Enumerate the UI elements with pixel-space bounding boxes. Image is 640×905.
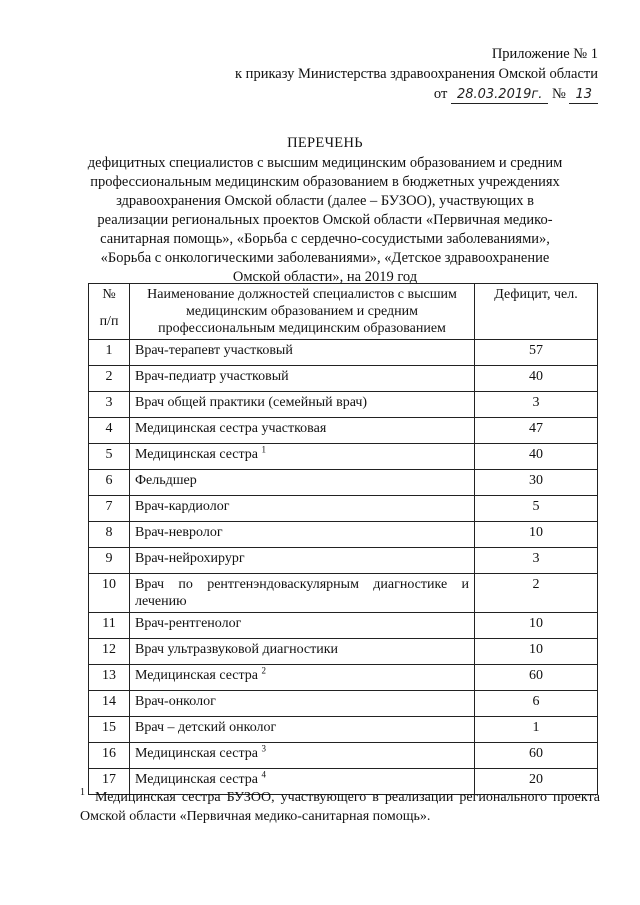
row-number: 14 <box>89 691 130 717</box>
number-prefix: № <box>551 86 566 102</box>
row-number: 13 <box>89 665 130 691</box>
row-position-name <box>130 574 475 613</box>
row-number: 3 <box>89 392 130 418</box>
table-body <box>89 340 598 795</box>
row-number: 9 <box>89 548 130 574</box>
row-number: 11 <box>89 613 130 639</box>
table-row <box>89 522 598 548</box>
order-date-number-line <box>434 84 598 104</box>
row-position-name <box>130 691 475 717</box>
table-row <box>89 639 598 665</box>
table-row <box>89 418 598 444</box>
row-number: 8 <box>89 522 130 548</box>
row-number: 1 <box>89 340 130 366</box>
row-position-name <box>130 444 475 470</box>
table-header-row <box>89 284 598 340</box>
row-position-name <box>130 548 475 574</box>
position-name-text: Медицинская сестра <box>135 772 259 787</box>
position-name-text: Врач-невролог <box>135 525 223 540</box>
table-row <box>89 691 598 717</box>
row-deficit-value: 1 <box>475 717 598 743</box>
row-position-name <box>130 717 475 743</box>
row-deficit-value: 3 <box>475 392 598 418</box>
table-row <box>89 548 598 574</box>
header-number-pp: п/п <box>99 314 119 329</box>
table-row <box>89 470 598 496</box>
row-position-name <box>130 743 475 769</box>
row-deficit-value: 60 <box>475 665 598 691</box>
header-deficit: Дефицит, чел. <box>475 284 598 340</box>
row-position-name <box>130 418 475 444</box>
row-number: 17 <box>89 769 130 795</box>
row-deficit-value: 60 <box>475 743 598 769</box>
row-number: 6 <box>89 470 130 496</box>
row-number: 12 <box>89 639 130 665</box>
row-deficit-value: 3 <box>475 548 598 574</box>
deficit-table <box>88 283 598 795</box>
row-deficit-value: 2 <box>475 574 598 613</box>
table-row <box>89 743 598 769</box>
position-name-text: Врач-кардиолог <box>135 499 230 514</box>
table-row <box>89 665 598 691</box>
row-position-name <box>130 496 475 522</box>
document-subtitle: дефицитных специалистов с высшим медицинским образованием и средним профессиональным медицинским образованием в бюджетных учреждениях здравоохранения Омской области (далее – БУЗОО), участвующих в реализации региональных проектов Омской области «Первичная медико-санитарная помощь», «Борьба с сердечно-сосудистыми заболеваниями», «Борьба с онкологическими заболеваниями», «Детское здравоохранение Омской области», на 2019 год <box>87 155 563 285</box>
row-number: 15 <box>89 717 130 743</box>
position-name-text: Медицинская сестра участковая <box>135 421 327 436</box>
row-deficit-value: 10 <box>475 639 598 665</box>
order-number-handwritten: 13 <box>569 87 598 104</box>
position-name-text: Врач по рентгенэндоваскулярным диагностике и лечению <box>135 577 469 609</box>
table-row <box>89 613 598 639</box>
row-deficit-value: 30 <box>475 470 598 496</box>
row-position-name <box>130 392 475 418</box>
row-number: 10 <box>89 574 130 613</box>
document-heading: ПЕРЕЧЕНЬ <box>287 135 363 151</box>
row-deficit-value: 6 <box>475 691 598 717</box>
row-deficit-value: 20 <box>475 769 598 795</box>
position-name-text: Врач-нейрохирург <box>135 551 245 566</box>
row-number: 16 <box>89 743 130 769</box>
position-name-text: Врач общей практики (семейный врач) <box>135 395 368 410</box>
footnote-text: Медицинская сестра БУЗОО, участвующего в реализации регионального проекта Омской области «Первичная медико-санитарная помощь». <box>80 790 600 824</box>
row-deficit-value: 10 <box>475 522 598 548</box>
row-number: 4 <box>89 418 130 444</box>
footnote-reference: 1 <box>261 444 267 455</box>
row-deficit-value: 47 <box>475 418 598 444</box>
row-deficit-value: 57 <box>475 340 598 366</box>
footnote-reference: 3 <box>261 743 267 754</box>
date-prefix: от <box>433 86 448 102</box>
row-number: 2 <box>89 366 130 392</box>
row-position-name <box>130 613 475 639</box>
row-position-name <box>130 340 475 366</box>
row-deficit-value: 10 <box>475 613 598 639</box>
position-name-text: Медицинская сестра <box>135 668 259 683</box>
position-name-text: Врач – детский онколог <box>135 720 277 735</box>
position-name-text: Врач-терапевт участковый <box>135 343 293 358</box>
row-deficit-value: 40 <box>475 366 598 392</box>
appendix-header <box>118 44 598 104</box>
row-position-name <box>130 470 475 496</box>
table-row <box>89 574 598 613</box>
row-deficit-value: 5 <box>475 496 598 522</box>
footnote <box>80 788 600 826</box>
footnote-reference: 4 <box>261 769 267 780</box>
table-row <box>89 717 598 743</box>
table-row <box>89 340 598 366</box>
position-name-text: Медицинская сестра <box>135 746 259 761</box>
row-number: 5 <box>89 444 130 470</box>
table-row <box>89 366 598 392</box>
row-position-name <box>130 366 475 392</box>
position-name-text: Врач-педиатр участковый <box>135 369 289 384</box>
table-row <box>89 392 598 418</box>
row-deficit-value: 40 <box>475 444 598 470</box>
appendix-label: Приложение № 1 <box>491 46 598 62</box>
position-name-text: Врач-рентгенолог <box>135 616 242 631</box>
row-position-name <box>130 522 475 548</box>
footnote-reference: 2 <box>261 665 267 676</box>
header-position-name: Наименование должностей специалистов с высшим медицинским образованием и средним профессиональным медицинским образованием <box>130 284 475 340</box>
row-position-name <box>130 665 475 691</box>
row-number: 7 <box>89 496 130 522</box>
document-title-block <box>80 134 570 287</box>
header-number <box>89 284 130 340</box>
table-row <box>89 496 598 522</box>
position-name-text: Врач-онколог <box>135 694 216 709</box>
position-name-text: Медицинская сестра <box>135 447 259 462</box>
row-position-name <box>130 639 475 665</box>
order-date-handwritten: 28.03.2019г. <box>451 87 548 104</box>
order-reference: к приказу Министерства здравоохранения Омской области <box>235 66 598 82</box>
position-name-text: Врач ультразвуковой диагностики <box>135 642 339 657</box>
table-row <box>89 444 598 470</box>
footnote-marker: 1 <box>80 787 85 799</box>
position-name-text: Фельдшер <box>135 473 197 488</box>
header-number-symbol: № <box>102 287 116 302</box>
